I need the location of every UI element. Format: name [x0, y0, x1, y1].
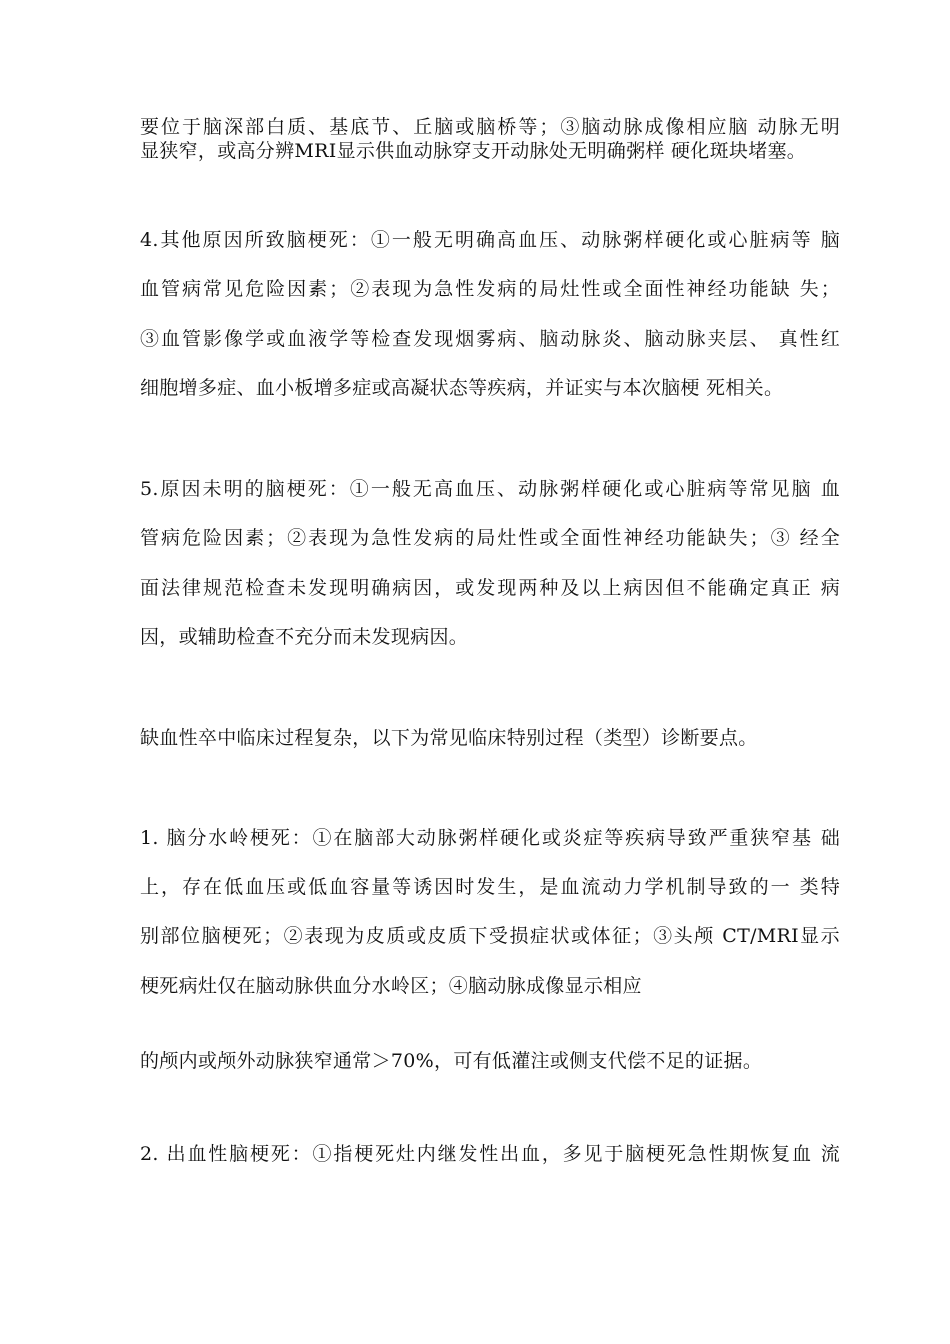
- text-line: 细胞增多症、血小板增多症或高凝状态等疾病，并证实与本次脑梗 死相关。: [140, 377, 784, 399]
- text-line: 上，存在低血压或低血容量等诱因时发生，是血流动力学机制导致的一 类特: [140, 876, 840, 898]
- text-line: 1. 脑分水岭梗死：①在脑部大动脉粥样硬化或炎症等疾病导致严重狭窄基 础: [140, 827, 840, 849]
- text-line: 别部位脑梗死；②表现为皮质或皮质下受损症状或体征；③头颅 CT/MRI显示: [140, 925, 840, 947]
- text-line: ③血管影像学或血液学等检查发现烟雾病、脑动脉炎、脑动脉夹层、 真性红: [140, 328, 840, 350]
- text-line: 梗死病灶仅在脑动脉供血分水岭区；④脑动脉成像显示相应: [140, 975, 642, 997]
- text-line: 的颅内或颅外动脉狭窄通常＞70%，可有低灌注或侧支代偿不足的证据。: [140, 1050, 763, 1072]
- text-line: 缺血性卒中临床过程复杂，以下为常见临床特别过程（类型）诊断要点。: [140, 727, 758, 749]
- text-line: 2. 出血性脑梗死：①指梗死灶内继发性出血，多见于脑梗死急性期恢复血 流: [140, 1143, 840, 1165]
- text-line: 管病危险因素；②表现为急性发病的局灶性或全面性神经功能缺失；③ 经全: [140, 527, 840, 549]
- text-line: 因，或辅助检查不充分而未发现病因。: [140, 626, 469, 648]
- text-line: 要位于脑深部白质、基底节、丘脑或脑桥等；③脑动脉成像相应脑 动脉无明: [140, 116, 840, 138]
- text-line: 面法律规范检查未发现明确病因，或发现两种及以上病因但不能确定真正 病: [140, 577, 840, 599]
- text-line: 血管病常见危险因素；②表现为急性发病的局灶性或全面性神经功能缺 失；: [140, 278, 840, 300]
- text-line: 4.其他原因所致脑梗死：①一般无明确高血压、动脉粥样硬化或心脏病等 脑: [140, 229, 840, 251]
- text-line: 5.原因未明的脑梗死：①一般无高血压、动脉粥样硬化或心脏病等常见脑 血: [140, 478, 840, 500]
- text-line: 显狭窄，或高分辨MRI显示供血动脉穿支开动脉处无明确粥样 硬化斑块堵塞。: [140, 140, 807, 162]
